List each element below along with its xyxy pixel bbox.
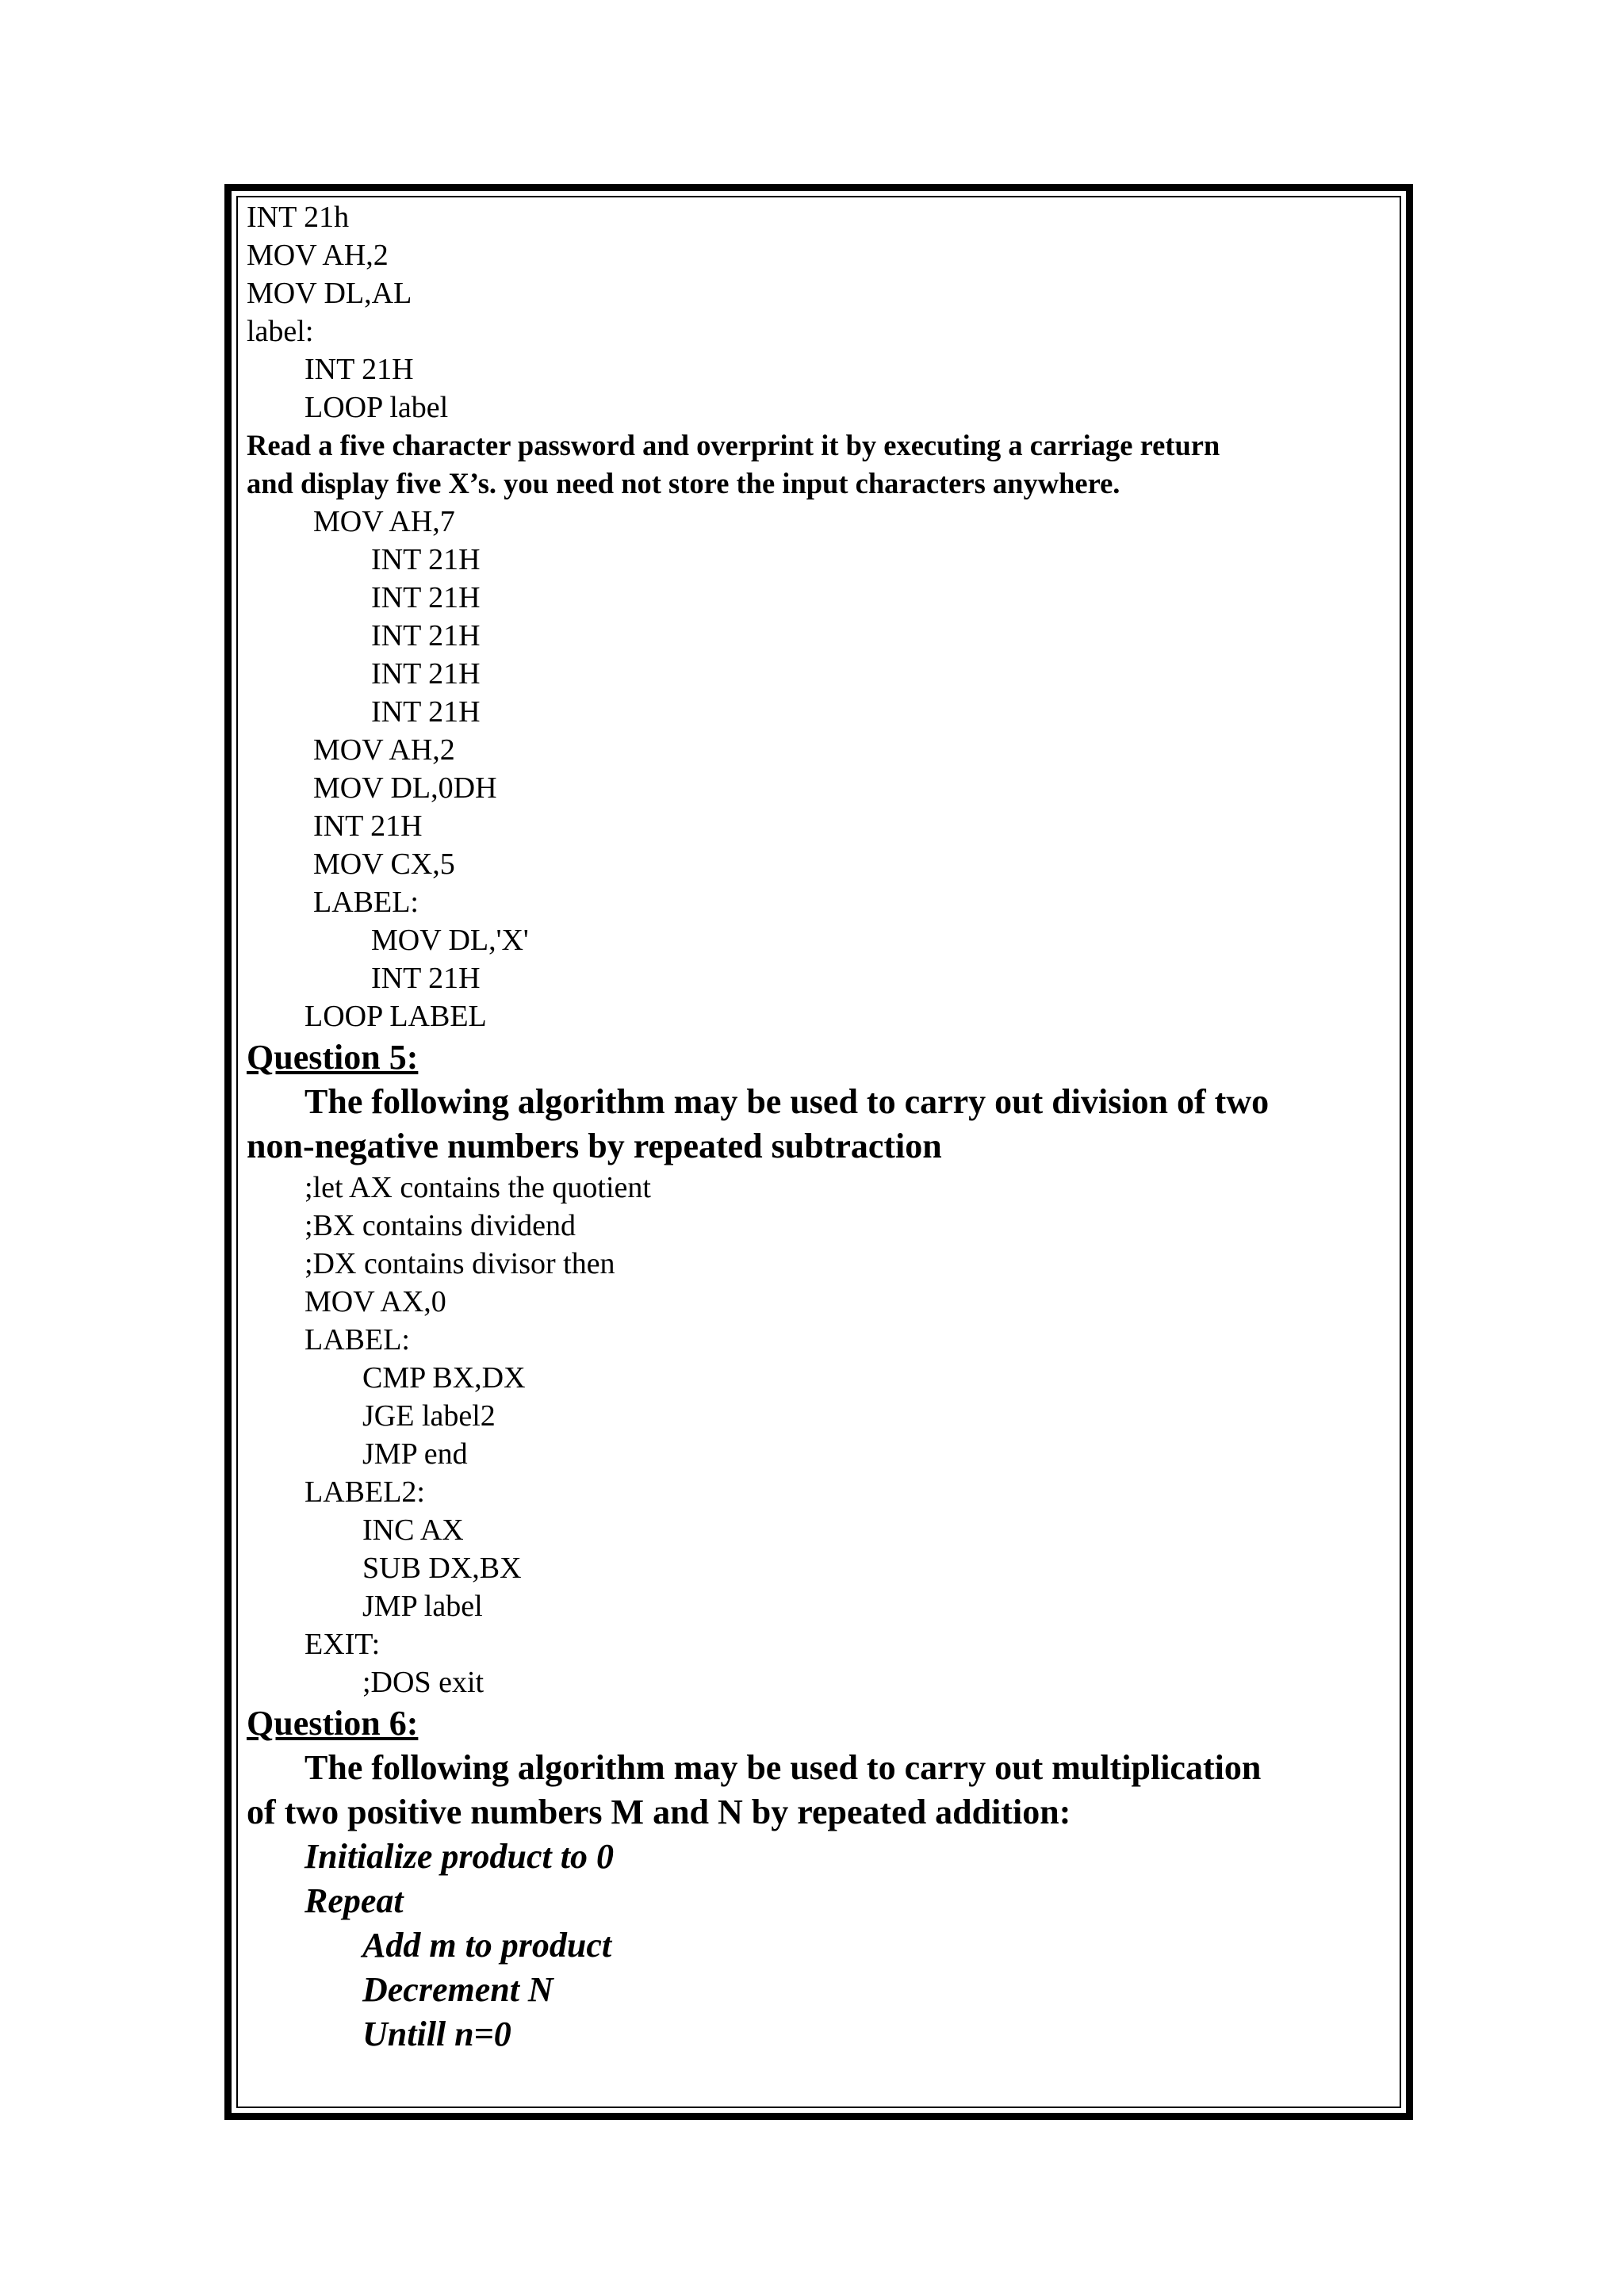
algorithm-step: Initialize product to 0 <box>304 1837 614 1876</box>
code-line: INT 21H <box>371 695 481 729</box>
password-task-statement <box>247 427 1388 503</box>
password-code-block <box>247 503 1388 1035</box>
question-5-text: non-negative numbers by repeated subtraction <box>247 1127 942 1165</box>
code-line: MOV CX,5 <box>313 848 455 881</box>
code-line: EXIT: <box>304 1628 381 1661</box>
code-line: INT 21H <box>313 809 423 843</box>
code-line: ;DOS exit <box>362 1666 485 1699</box>
code-line: MOV AH,7 <box>313 505 455 538</box>
code-line: MOV AH,2 <box>313 733 455 767</box>
intro-code-block <box>247 198 1388 427</box>
code-line: ;BX contains dividend <box>304 1209 576 1242</box>
code-line: INT 21H <box>371 657 481 691</box>
code-line: LOOP label <box>304 391 449 424</box>
code-line: JGE label2 <box>362 1399 496 1433</box>
question-6 <box>247 1701 1388 2057</box>
code-line: SUB DX,BX <box>362 1552 522 1585</box>
code-line: ;DX contains divisor then <box>304 1247 615 1280</box>
code-line: INT 21h <box>247 201 350 234</box>
question-5 <box>247 1035 1388 1701</box>
document-body <box>247 198 1388 2057</box>
question-5-title: Question 5: <box>247 1038 419 1077</box>
algorithm-step: Untill n=0 <box>362 2015 511 2053</box>
task-line: Read a five character password and overprint it by executing a carriage return <box>247 429 1220 461</box>
algorithm-step: Add m to product <box>362 1926 612 1965</box>
question-5-text: The following algorithm may be used to carry out division of two <box>304 1082 1270 1121</box>
question-6-algorithm <box>247 1835 1388 2057</box>
code-line: LABEL2: <box>304 1475 425 1509</box>
question-5-code-block <box>247 1169 1388 1701</box>
code-line: label: <box>247 315 314 348</box>
code-line: LABEL: <box>304 1323 410 1357</box>
code-line: JMP label <box>362 1590 483 1623</box>
task-line: and display five X’s. you need not store the input characters anywhere. <box>247 467 1120 499</box>
algorithm-step: Decrement N <box>362 1970 553 2009</box>
code-line: CMP BX,DX <box>362 1361 526 1395</box>
code-line: INC AX <box>362 1513 464 1547</box>
code-line: LOOP LABEL <box>304 1000 487 1033</box>
code-line: MOV DL,0DH <box>313 771 497 805</box>
code-line: INT 21H <box>371 962 481 995</box>
code-line: MOV AH,2 <box>247 239 389 272</box>
question-6-text: of two positive numbers M and N by repeated addition: <box>247 1793 1071 1831</box>
question-6-text: The following algorithm may be used to carry out multiplication <box>304 1748 1262 1787</box>
code-line: INT 21H <box>371 619 481 652</box>
code-line: MOV DL,AL <box>247 277 412 310</box>
code-line: JMP end <box>362 1437 468 1471</box>
code-line: MOV DL,'X' <box>371 924 529 957</box>
code-line: ;let AX contains the quotient <box>304 1171 651 1204</box>
question-6-title: Question 6: <box>247 1704 419 1743</box>
code-line: INT 21H <box>371 543 481 576</box>
code-line: INT 21H <box>371 581 481 614</box>
code-line: INT 21H <box>304 353 414 386</box>
code-line: LABEL: <box>313 886 419 919</box>
algorithm-step: Repeat <box>304 1881 404 1920</box>
code-line: MOV AX,0 <box>304 1285 446 1318</box>
